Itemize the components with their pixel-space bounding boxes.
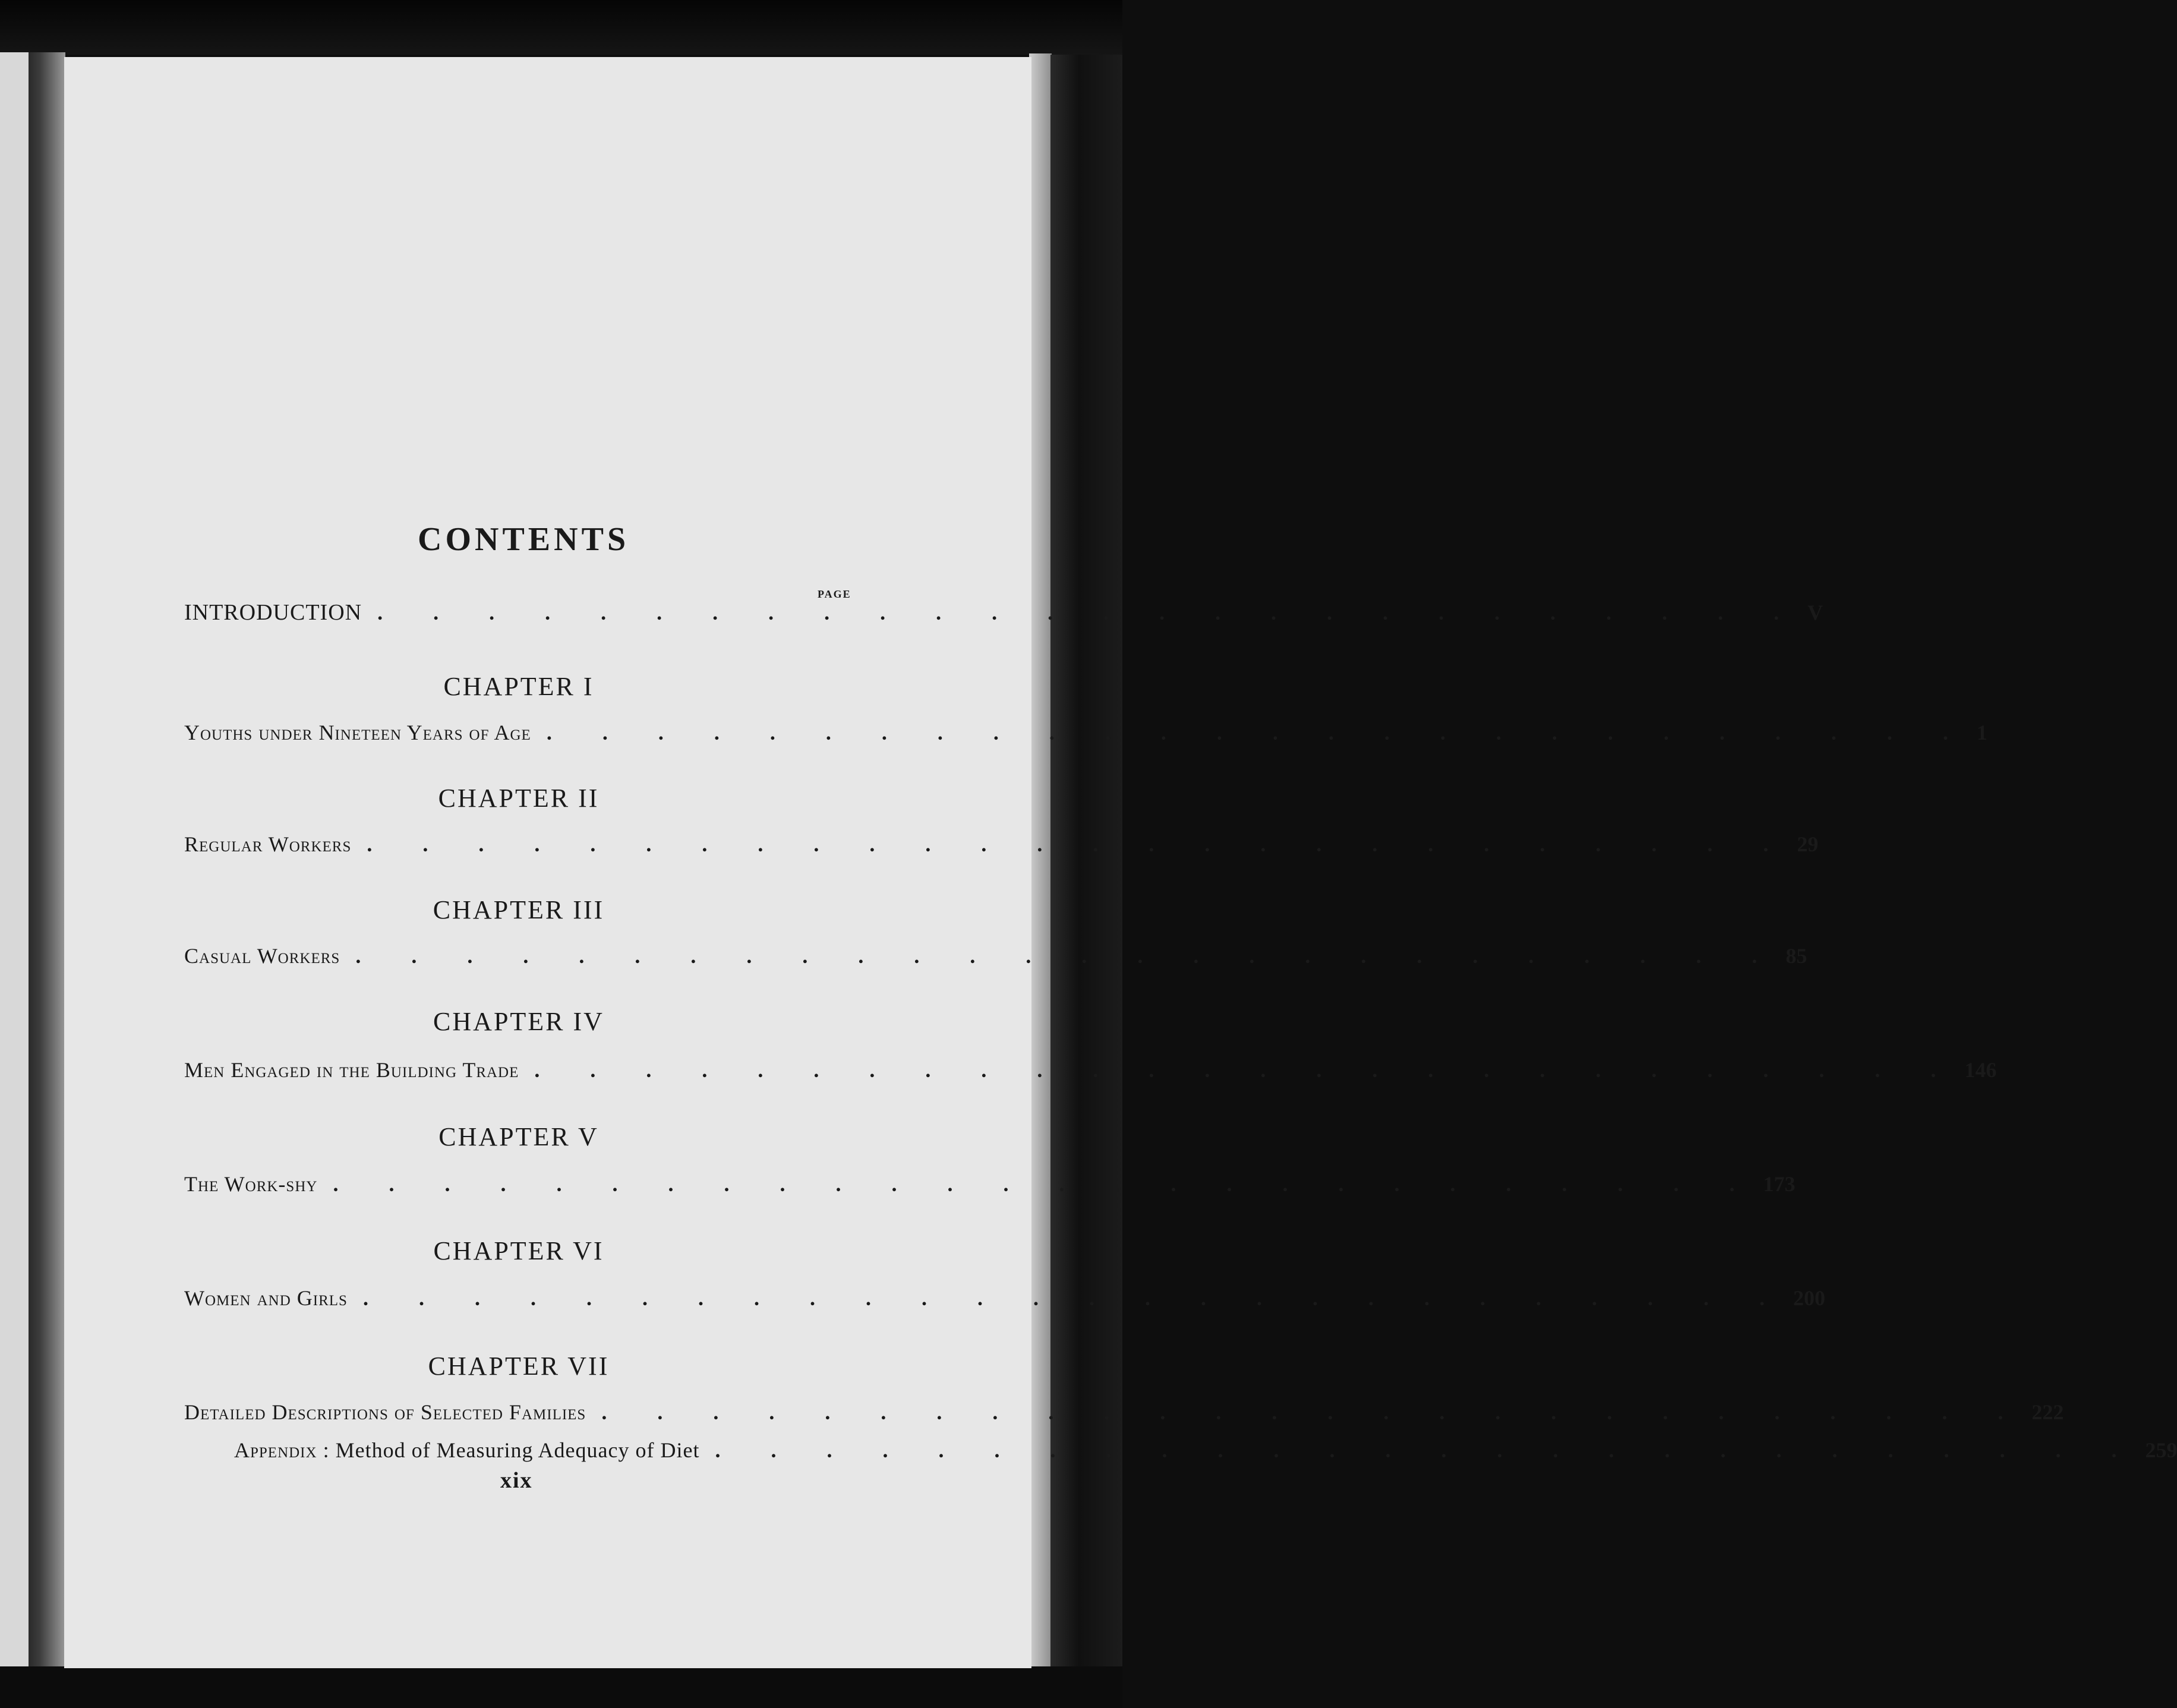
scan-background-bottom [0, 1666, 1122, 1708]
toc-entry-page: 259 [2145, 1438, 2177, 1462]
chapter-heading: CHAPTER I [443, 672, 594, 701]
toc-entry-title: Men Engaged in the Building Trade [184, 1058, 519, 1082]
toc-entry-page: V [1807, 601, 1823, 624]
toc-entry-page: 222 [2031, 1400, 2064, 1424]
chapter-heading: CHAPTER IV [433, 1007, 604, 1036]
dot-leader: . . . . . . . . . . . . . . . . . . . . . . . . . . [367, 832, 1791, 856]
binding-gutter-shadow [29, 52, 65, 1680]
toc-entry-page: 200 [1793, 1286, 1825, 1310]
toc-entry-introduction [184, 599, 1823, 633]
appendix-label: Appendix : [234, 1438, 330, 1462]
page-edges [1029, 53, 1052, 1681]
dot-leader: . . . . . . . . . . . . . . . . . . . . . . . . . . [377, 601, 1802, 624]
toc-entry-appendix [234, 1438, 2177, 1471]
toc-entry-chapter-7 [184, 1400, 2064, 1433]
chapter-heading: CHAPTER II [438, 784, 600, 813]
toc-entry-chapter-6 [184, 1286, 1825, 1319]
toc-entry-title: Regular Workers [184, 832, 352, 856]
dot-leader: . . . . . . . . . . . . . . . . . . . . . . . . . . [333, 1172, 1758, 1196]
dot-leader: . . . . . . . . . . . . . . . . . . . . . . . . . . [534, 1058, 1959, 1082]
appendix-title: Method of Measuring Adequacy of Diet [335, 1438, 700, 1462]
toc-entry-chapter-2 [184, 832, 1819, 865]
toc-entry-page: 85 [1785, 944, 1807, 968]
dot-leader: . . . . . . . . . . . . . . . . . . . . . . . . . . [601, 1400, 2026, 1424]
toc-entry-title: Casual Workers [184, 944, 340, 968]
chapter-heading: CHAPTER VI [433, 1236, 604, 1265]
toc-appendix-title [234, 1438, 699, 1463]
previous-page-edge [0, 52, 29, 1680]
chapter-heading: CHAPTER III [433, 895, 605, 924]
page-number: xix [500, 1468, 533, 1493]
toc-entry-chapter-3 [184, 943, 1807, 977]
scan-background-top [0, 0, 1122, 55]
page-column-label: PAGE [818, 588, 851, 600]
toc-entry-title: Detailed Descriptions of Selected Families [184, 1400, 586, 1424]
toc-entry-chapter-4 [184, 1057, 1997, 1091]
toc-entry-title: The Work-shy [184, 1172, 318, 1196]
toc-entry-page: 146 [1964, 1058, 1997, 1082]
dot-leader: . . . . . . . . . . . . . . . . . . . . . . . . . . [546, 721, 1971, 744]
page-title: CONTENTS [418, 521, 630, 558]
dot-leader: . . . . . . . . . . . . . . . . . . . . . . . . . . [355, 944, 1780, 968]
toc-entry-page: 1 [1976, 721, 1987, 744]
toc-entry-page: 173 [1763, 1172, 1796, 1196]
toc-entry-title: INTRODUCTION [184, 600, 362, 625]
toc-entry-chapter-1 [184, 720, 1987, 753]
toc-entry-title: Youths under Nineteen Years of Age [184, 721, 531, 744]
toc-entry-title: Women and Girls [184, 1286, 348, 1310]
contents-page [64, 57, 2177, 1668]
chapter-heading: CHAPTER V [438, 1122, 599, 1151]
toc-entry-page: 29 [1797, 832, 1819, 856]
chapter-heading: CHAPTER VII [428, 1352, 610, 1381]
dot-leader: . . . . . . . . . . . . . . . . . . . . . . . . . . [715, 1438, 2140, 1462]
dot-leader: . . . . . . . . . . . . . . . . . . . . . . . . . . [362, 1286, 1787, 1310]
toc-entry-chapter-5 [184, 1172, 1796, 1205]
